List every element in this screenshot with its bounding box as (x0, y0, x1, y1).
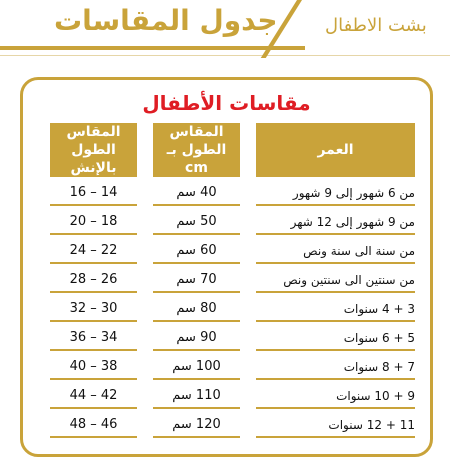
age-cell: 7 + 8 سنوات (256, 355, 415, 380)
age-column-header (256, 123, 415, 177)
size-table-header (50, 123, 415, 177)
age-column-label: العمر (317, 142, 354, 158)
cm-column-label: المقاس (169, 124, 224, 140)
inch-size-cell: 42 – 44 (50, 384, 137, 409)
inch-column-label: المقاس (66, 124, 121, 140)
table-row (50, 297, 415, 322)
age-cell: 5 + 6 سنوات (256, 326, 415, 351)
inch-size-cell: 38 – 40 (50, 355, 137, 380)
inch-column-subtitle: الطول بالإنش (70, 142, 117, 176)
age-cell: 3 + 4 سنوات (256, 297, 415, 322)
table-row (50, 355, 415, 380)
inch-size-cell: 46 – 48 (50, 413, 137, 438)
inch-column-header (50, 123, 137, 177)
inch-size-cell: 30 – 32 (50, 297, 137, 322)
table-row (50, 268, 415, 293)
age-cell: 11 + 12 سنوات (256, 413, 415, 438)
size-chart-card (20, 77, 433, 457)
size-table (34, 119, 431, 442)
inch-size-cell: 18 – 20 (50, 210, 137, 235)
age-cell: من 6 شهور إلى 9 شهور (256, 181, 415, 206)
cm-column-header (153, 123, 240, 177)
age-cell: من سنة الى سنة ونص (256, 239, 415, 264)
inch-size-cell: 34 – 36 (50, 326, 137, 351)
cm-size-cell: 100 سم (153, 355, 240, 380)
cm-size-cell: 40 سم (153, 181, 240, 206)
table-row (50, 239, 415, 264)
header-banner (0, 0, 450, 56)
table-row (50, 384, 415, 409)
page-title: جدول المقاسات (54, 4, 278, 37)
age-cell: من سنتين الى سنتين ونص (256, 268, 415, 293)
cm-size-cell: 110 سم (153, 384, 240, 409)
size-table-title: مقاسات الأطفال (142, 91, 311, 115)
cm-size-cell: 50 سم (153, 210, 240, 235)
brand-name: بشت الاطفال (325, 15, 427, 36)
cm-size-cell: 120 سم (153, 413, 240, 438)
cm-column-subtitle: الطول بـ cm (166, 142, 227, 176)
cm-size-cell: 70 سم (153, 268, 240, 293)
table-row (50, 210, 415, 235)
age-cell: من 9 شهور إلى 12 شهر (256, 210, 415, 235)
header-underline (0, 46, 305, 50)
table-row (50, 326, 415, 351)
inch-size-cell: 14 – 16 (50, 181, 137, 206)
size-table-header-row (50, 123, 415, 177)
age-cell: 9 + 10 سنوات (256, 384, 415, 409)
size-table-body (50, 181, 415, 438)
inch-size-cell: 22 – 24 (50, 239, 137, 264)
table-row (50, 413, 415, 438)
cm-size-cell: 80 سم (153, 297, 240, 322)
cm-size-cell: 90 سم (153, 326, 240, 351)
cm-size-cell: 60 سم (153, 239, 240, 264)
table-row (50, 181, 415, 206)
inch-size-cell: 26 – 28 (50, 268, 137, 293)
